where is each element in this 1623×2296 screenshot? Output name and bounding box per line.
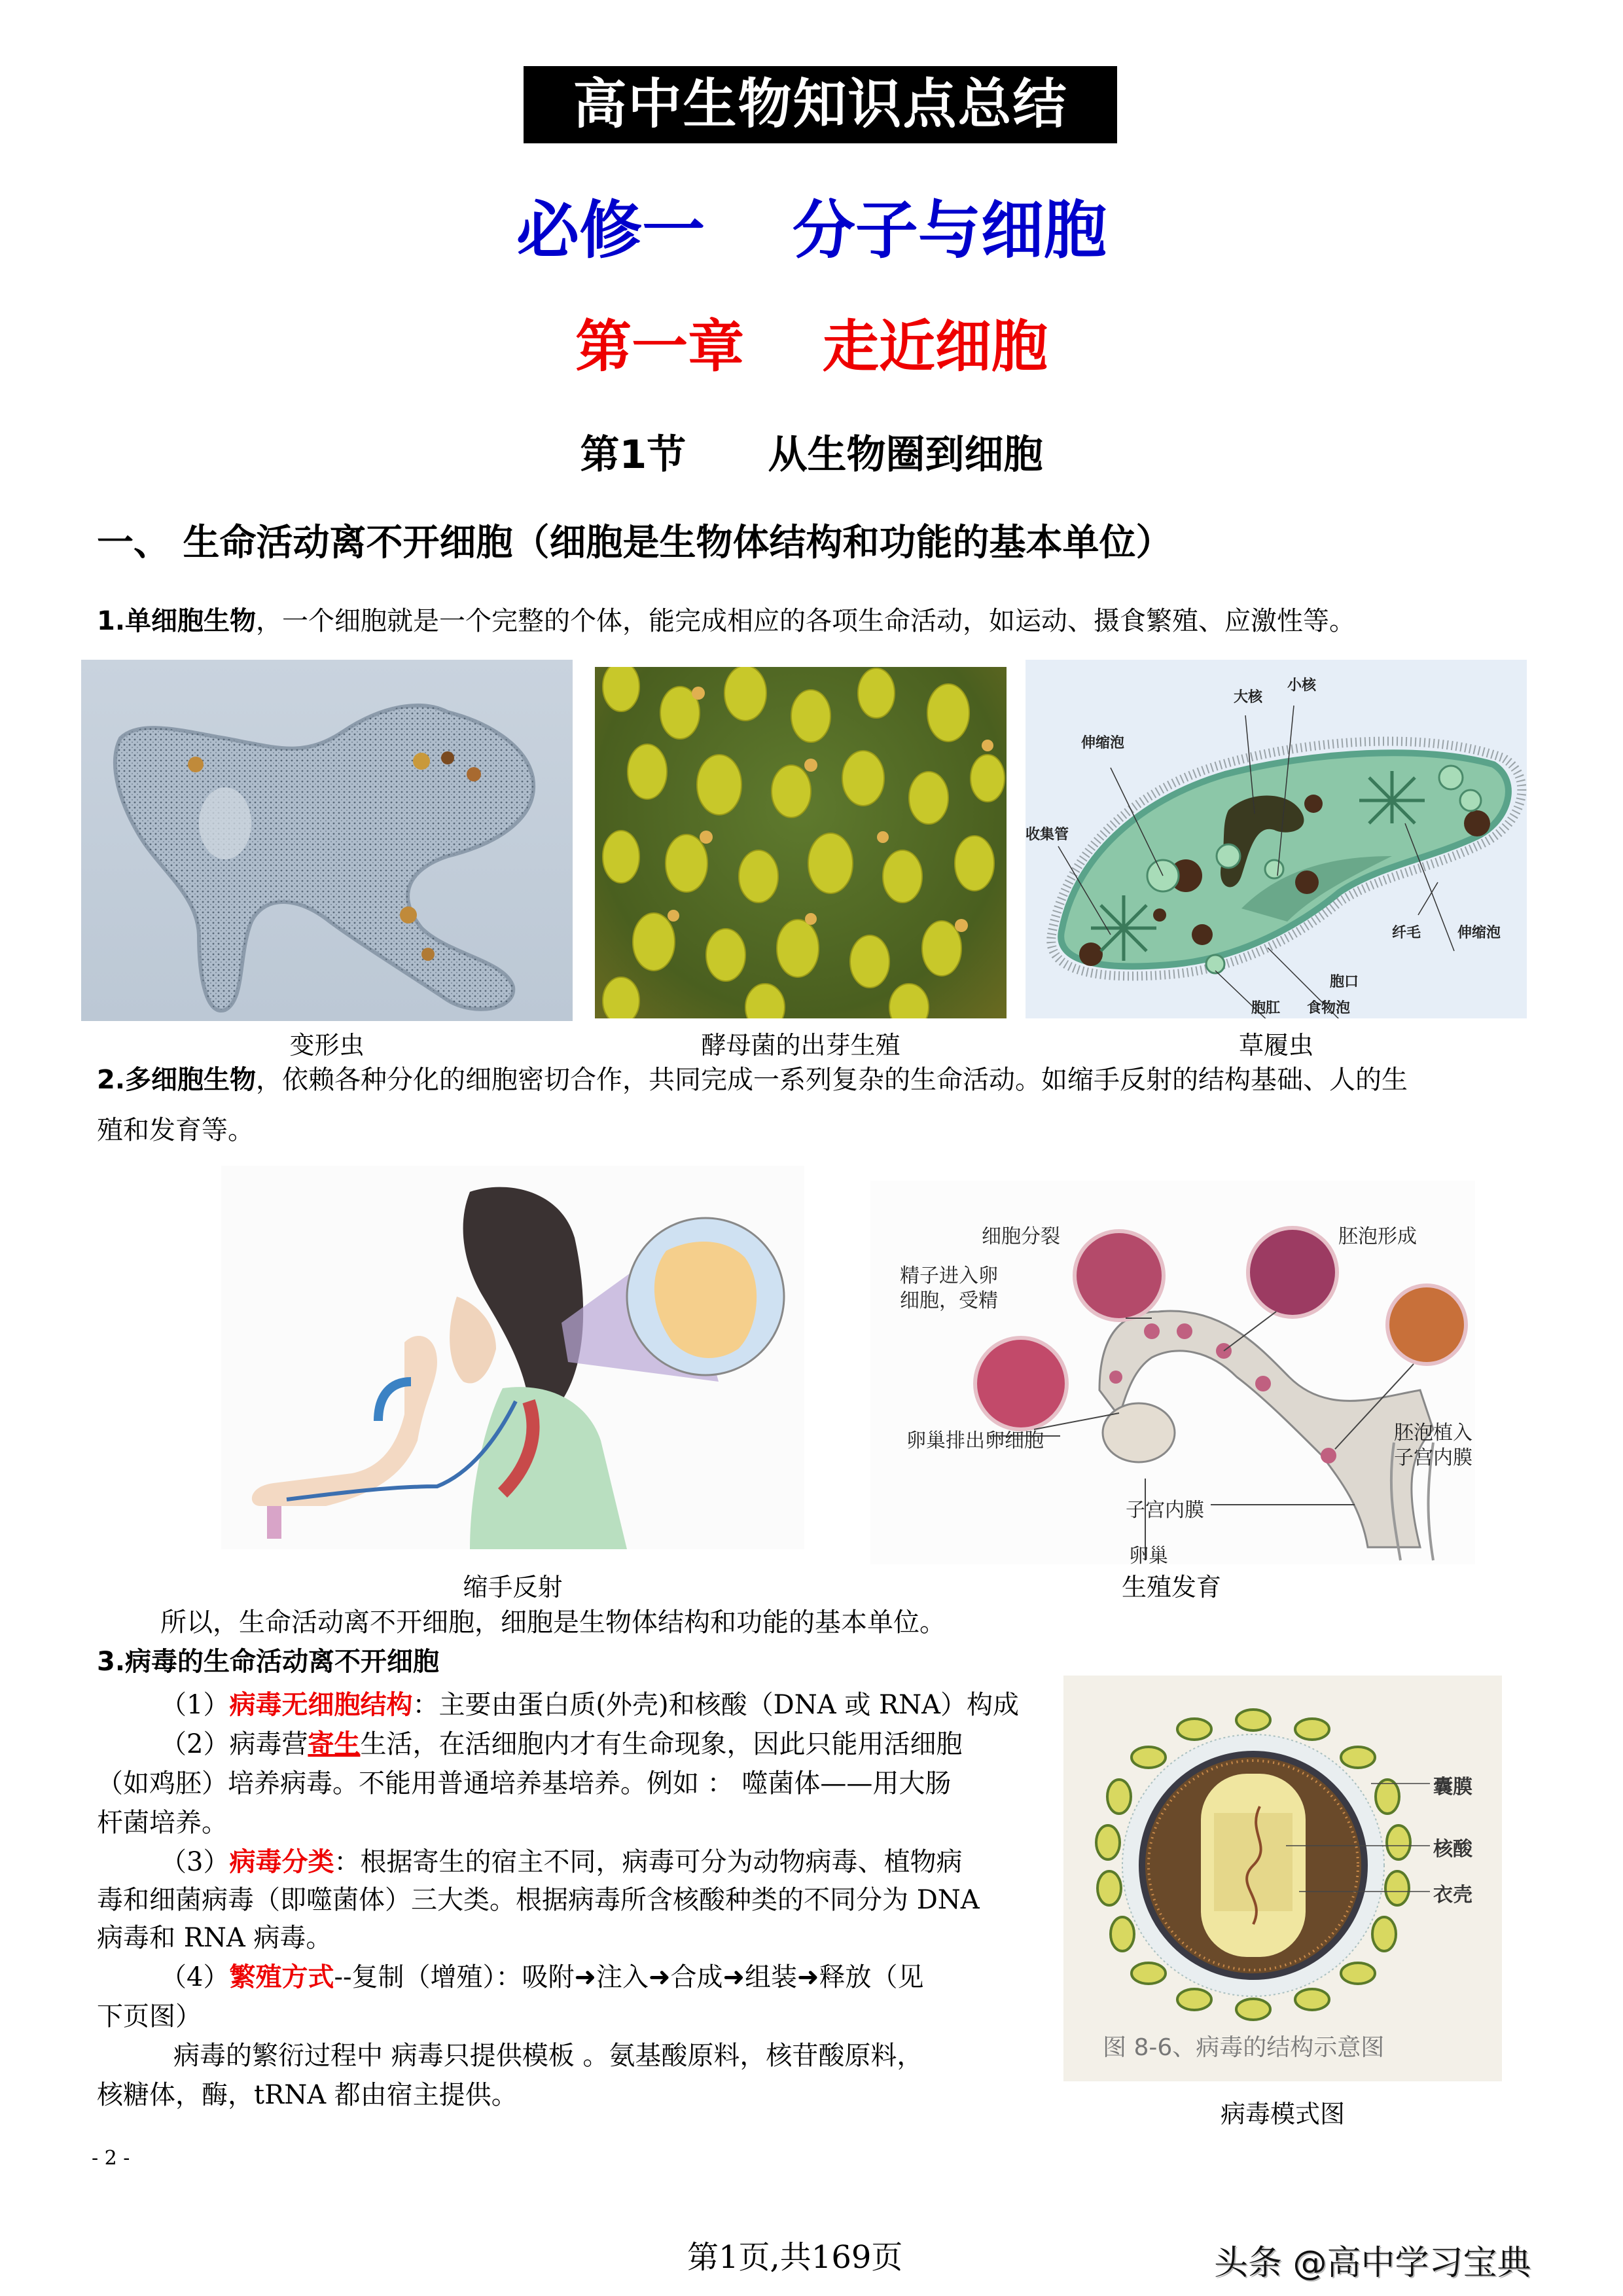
page-marker: - 2 -: [92, 2147, 130, 2170]
item3-p3-line3: 病毒和 RNA 病毒。: [97, 1923, 332, 1953]
caption-reflex: 缩手反射: [463, 1573, 563, 1602]
paramecium-label-food-vacuole: 食物泡: [1307, 1000, 1351, 1016]
repro-label-endometrium-right: 子宫内膜: [1394, 1446, 1472, 1469]
withdrawal-reflex-illustration: [221, 1166, 804, 1549]
repro-label-sperm-enters: 精子进入卵: [900, 1265, 998, 1287]
repro-label-implantation: 胚泡植入: [1394, 1422, 1472, 1444]
item3-p4-line1: [160, 1960, 924, 1995]
item1-lead: 1.单细胞生物: [97, 606, 257, 636]
paramecium-label-macronucleus: 大核: [1234, 689, 1263, 706]
repro-label-ovulation: 卵巢排出卵细胞: [906, 1429, 1044, 1452]
p3-number: （3）: [160, 1847, 230, 1877]
paramecium-label-contractile-vacuole: 伸缩泡: [1081, 735, 1125, 751]
p1-key: 病毒无细胞结构: [229, 1690, 413, 1720]
repro-label-fertilization: 细胞，受精: [900, 1289, 998, 1312]
item2-text-line1: ，依赖各种分化的细胞密切合作，共同完成一系列复杂的生命活动。如缩手反射的结构基础、人的生: [256, 1065, 1408, 1095]
p4-key: 繁殖方式: [229, 1962, 334, 1992]
caption-yeast: 酵母菌的出芽生殖: [701, 1031, 901, 1060]
paramecium-icon: [1026, 660, 1527, 1018]
item3-p5-line1: 病毒的繁衍过程中 病毒只提供模板 。氨基酸原料，核苷酸原料，: [173, 2041, 923, 2071]
yeast-budding-photo: [595, 667, 1007, 1018]
amoeba-photo: [81, 660, 573, 1021]
repro-label-blastocyst-formation: 胚泡形成: [1338, 1225, 1417, 1248]
paramecium-label-oral-groove: 胞口: [1330, 974, 1359, 990]
virus-label-nucleic-acid: 核酸: [1433, 1838, 1472, 1861]
virus-inner-caption: 图 8-6、病毒的结构示意图: [1103, 2034, 1385, 2061]
amoeba-icon: [81, 660, 573, 1021]
conclusion-text: 所以，生命活动离不开细胞，细胞是生物体结构和功能的基本单位。: [160, 1607, 946, 1638]
item1-paragraph: [97, 603, 1355, 639]
chapter-title: 第一章 走近细胞: [575, 314, 1048, 380]
item3-p2-line2: （如鸡胚）培养病毒。不能用普通培养基培养。例如 ： 噬菌体——用大肠: [97, 1768, 952, 1799]
watermark: 头条 @高中学习宝典: [1214, 2244, 1531, 2283]
p1-text: ：主要由蛋白质(外壳)和核酸（DNA 或 RNA）构成: [412, 1690, 1020, 1720]
caption-amoeba: 变形虫: [289, 1031, 365, 1060]
p3-line1: ：根据寄生的宿主不同，病毒可分为动物病毒、植物病: [334, 1847, 963, 1877]
item3-p3-line2: 毒和细菌病毒（即噬菌体）三大类。根据病毒所含核酸种类的不同分为 DNA: [97, 1885, 980, 1915]
item3-title: 3.病毒的生命活动离不开细胞: [97, 1647, 440, 1677]
yeast-icon: [595, 667, 1007, 1018]
paramecium-diagram: [1026, 660, 1527, 1018]
item3-p1: [160, 1687, 1019, 1723]
p3-key: 病毒分类: [229, 1847, 334, 1877]
paramecium-label-contractile-vacuole-2: 伸缩泡: [1457, 925, 1501, 941]
item3-p2-line3: 杆菌培养。: [97, 1808, 228, 1838]
document-header-title: 高中生物知识点总结: [524, 66, 1117, 143]
virus-label-capsid: 衣壳: [1433, 1884, 1472, 1907]
item2-line2: 殖和发育等。: [97, 1115, 254, 1145]
p4-number: （4）: [160, 1962, 230, 1992]
p2-number: （2）: [160, 1729, 230, 1759]
item3-p4-line2: 下页图）: [97, 2001, 202, 2032]
heading-1: 一、 生命活动离不开细胞（细胞是生物体结构和功能的基本单位）: [97, 522, 1173, 564]
book-title: 必修一 分子与细胞: [516, 194, 1107, 267]
caption-virus: 病毒模式图: [1220, 2100, 1345, 2128]
caption-paramecium: 草履虫: [1238, 1031, 1313, 1060]
repro-label-cell-division: 细胞分裂: [982, 1225, 1060, 1248]
item3-p3-line1: [160, 1844, 962, 1880]
item2-lead: 2.多细胞生物: [97, 1065, 257, 1095]
paramecium-label-collecting-canal: 收集管: [1026, 827, 1069, 843]
p4-line1: --复制（增殖）：吸附➜注入➜合成➜组装➜释放（见: [334, 1962, 924, 1992]
item3-p2-line1: [160, 1727, 962, 1762]
virus-structure-diagram: [1063, 1676, 1502, 2081]
repro-label-ovary: 卵巢: [1129, 1545, 1168, 1564]
item3-p5-line2: 核糖体，酶，tRNA 都由宿主提供。: [97, 2080, 518, 2110]
virus-label-envelope: 囊膜: [1433, 1776, 1472, 1799]
p2-key: 寄生: [308, 1729, 361, 1759]
p2-line1: 生活，在活细胞内才有生命现象，因此只能用活细胞: [360, 1729, 963, 1759]
p1-number: （1）: [160, 1690, 230, 1720]
paramecium-label-anal-pore: 胞肛: [1251, 1000, 1281, 1016]
reproductive-development-diagram: [870, 1181, 1475, 1564]
item2-line1: [97, 1062, 1408, 1098]
p2-pre: 病毒营: [229, 1729, 308, 1759]
page-info: 第1页,共169页: [687, 2239, 903, 2276]
caption-reproduction: 生殖发育: [1121, 1573, 1221, 1602]
reflex-icon: [221, 1166, 804, 1549]
repro-label-endometrium: 子宫内膜: [1126, 1499, 1204, 1522]
section-title: 第1节 从生物圈到细胞: [580, 432, 1043, 478]
paramecium-label-cilia: 纤毛: [1392, 925, 1421, 941]
paramecium-label-micronucleus: 小核: [1287, 677, 1317, 694]
item1-text: ，一个细胞就是一个完整的个体，能完成相应的各项生命活动，如运动、摄食繁殖、应激性等。: [256, 606, 1356, 636]
